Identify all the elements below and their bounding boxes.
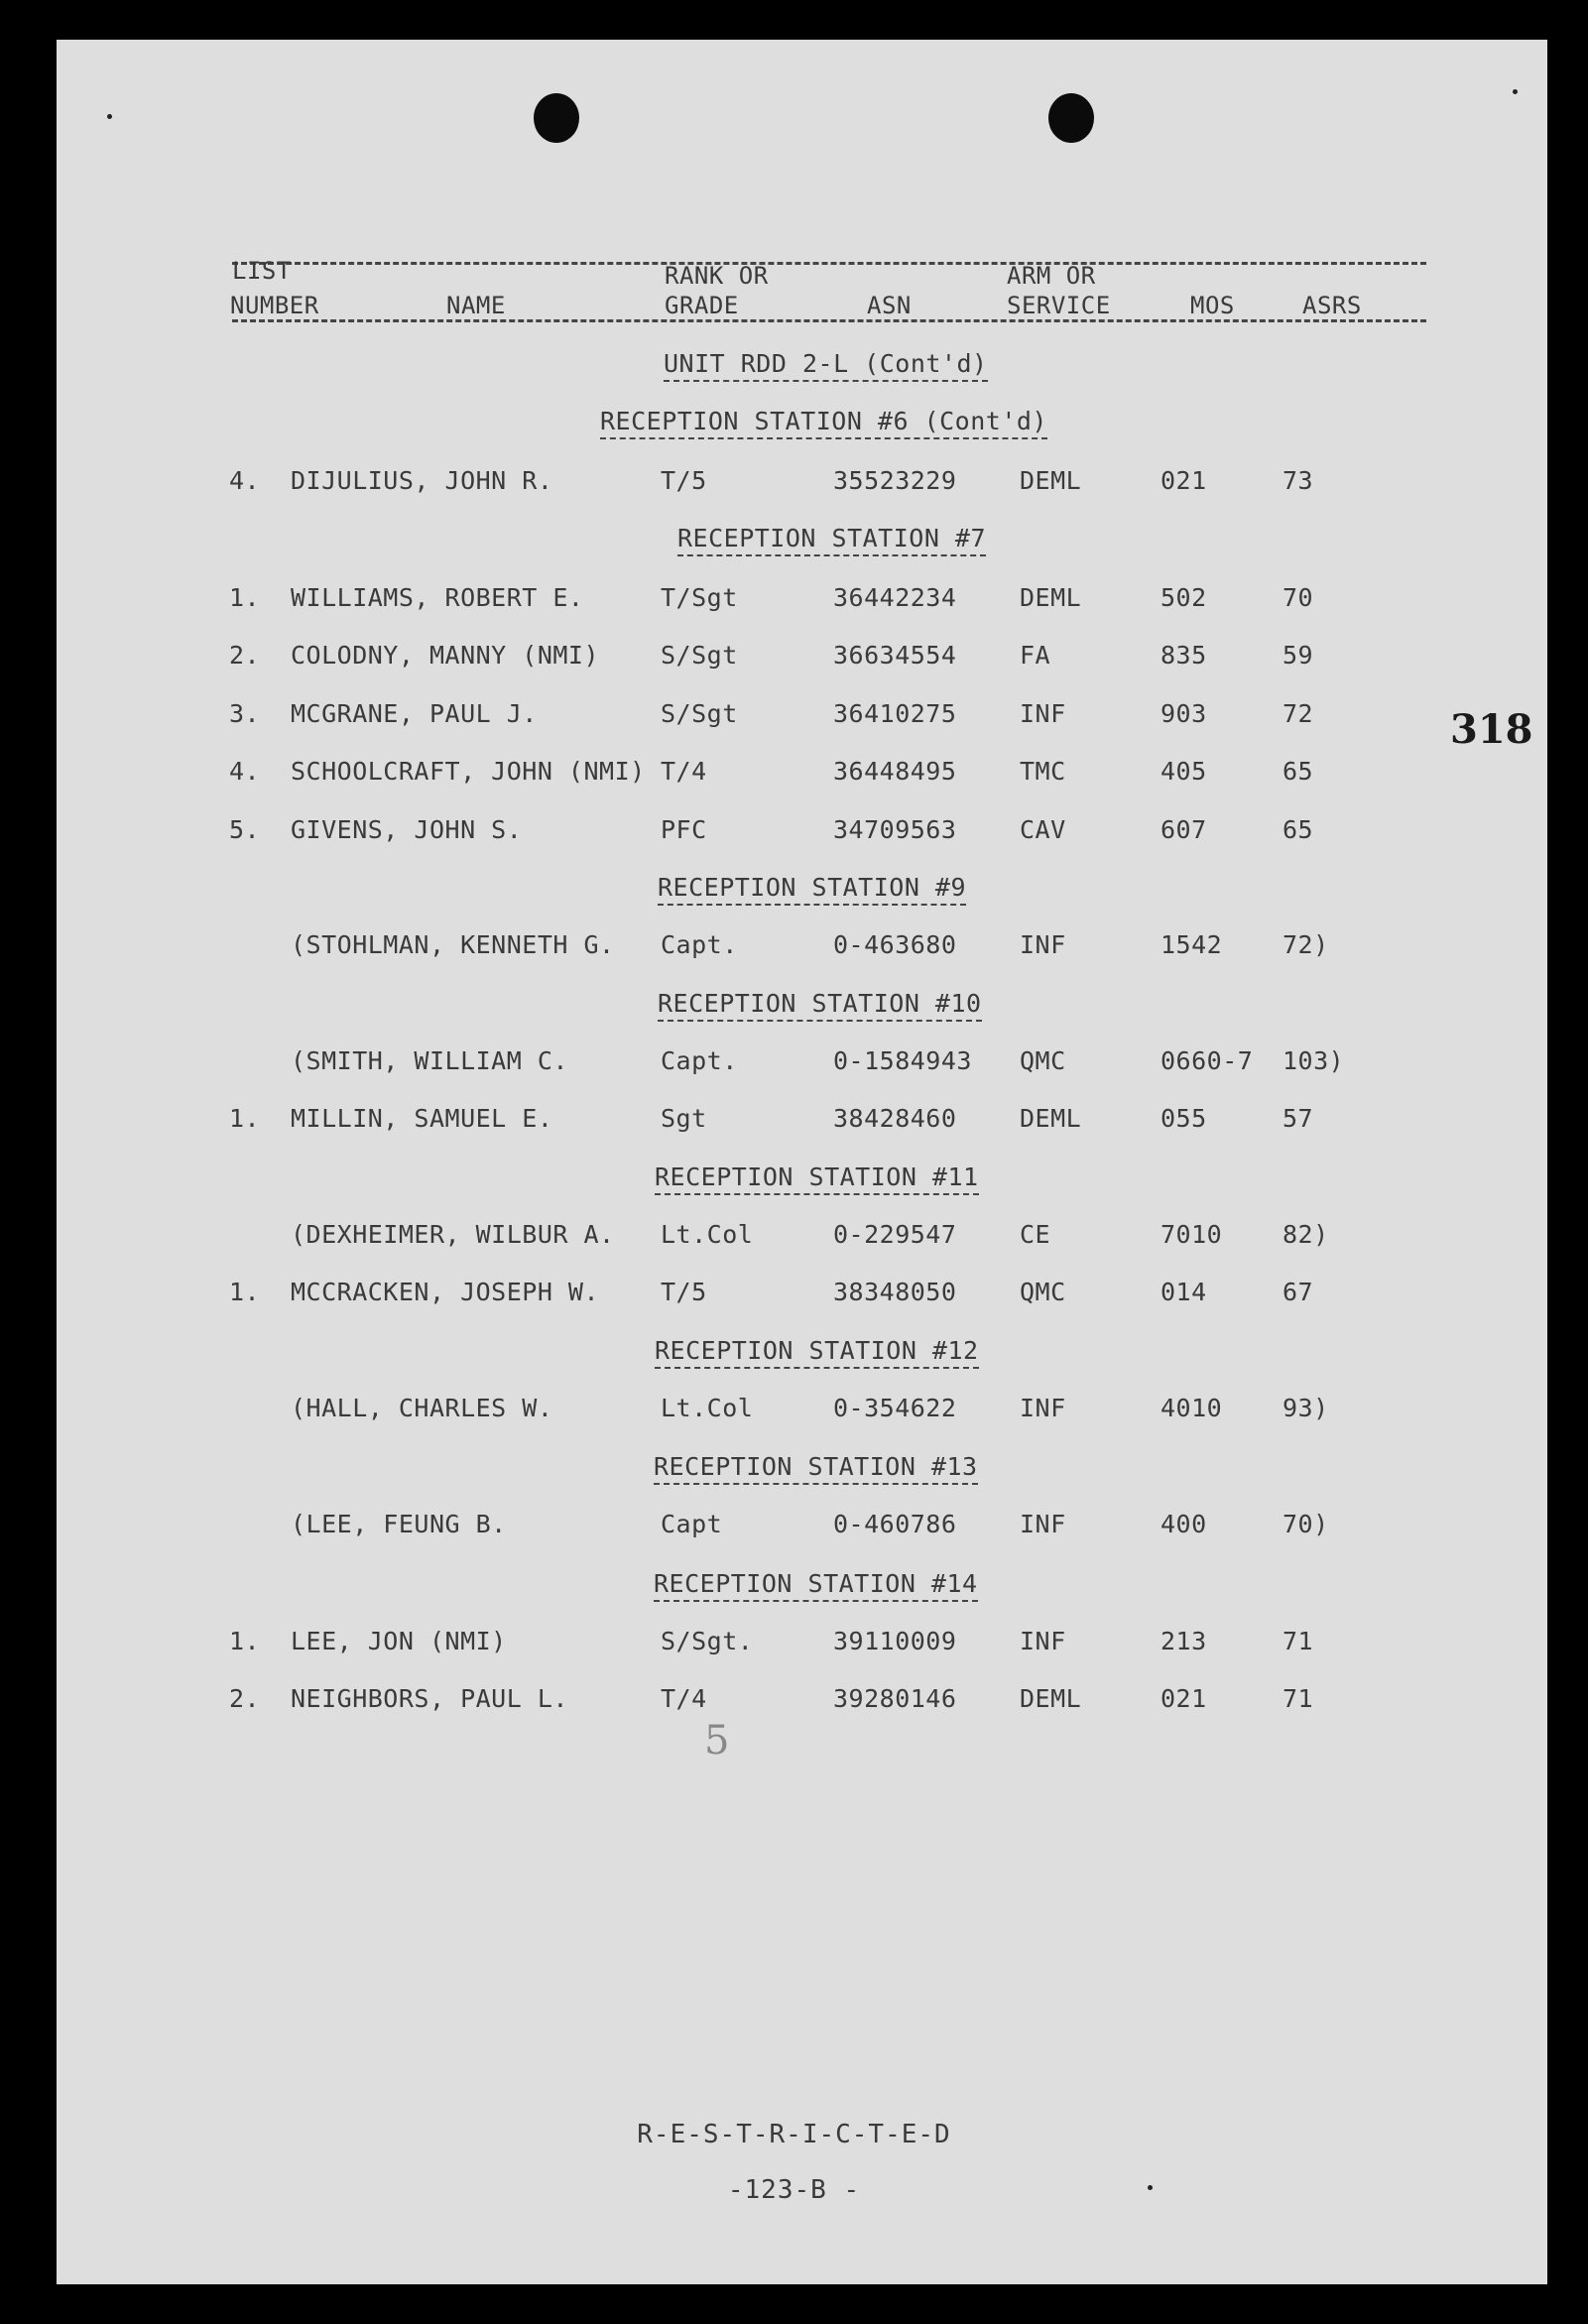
- asrs: 72): [1283, 930, 1329, 959]
- asrs: 70): [1283, 1510, 1329, 1538]
- list-number: 5.: [229, 815, 261, 844]
- person-name: GIVENS, JOHN S.: [291, 815, 523, 844]
- list-number: 1.: [229, 1278, 261, 1306]
- person-name: MILLIN, SAMUEL E.: [291, 1104, 553, 1133]
- rank-grade: T/5: [661, 466, 707, 495]
- table-row: [0, 1278, 1588, 1311]
- handwritten-mark: 5: [704, 1718, 730, 1764]
- table-row: [0, 930, 1588, 964]
- page-number-footer: -123-B -: [727, 2175, 861, 2205]
- arm-service: DEML: [1020, 583, 1082, 612]
- asrs: 72: [1283, 699, 1314, 728]
- table-row: [0, 1394, 1588, 1427]
- person-name: (LEE, FEUNG B.: [291, 1510, 507, 1538]
- asn: 35523229: [833, 466, 957, 495]
- mos: 213: [1160, 1627, 1207, 1655]
- asn: 0-460786: [833, 1510, 957, 1538]
- rank-grade: Capt.: [661, 1046, 738, 1075]
- asn: 39110009: [833, 1627, 957, 1655]
- person-name: SCHOOLCRAFT, JOHN (NMI): [291, 757, 646, 786]
- table-row: [0, 1220, 1588, 1254]
- list-number: 4.: [229, 466, 261, 495]
- section-heading: RECEPTION STATION #6 (Cont'd): [600, 407, 1047, 439]
- mos: 021: [1160, 466, 1207, 495]
- mos: 4010: [1160, 1394, 1223, 1422]
- section-heading: RECEPTION STATION #10: [658, 989, 982, 1022]
- rank-grade: S/Sgt: [661, 641, 738, 670]
- arm-service: INF: [1020, 1510, 1066, 1538]
- header-arm-line2: SERVICE: [1007, 292, 1111, 319]
- asn: 36634554: [833, 641, 957, 670]
- section-heading: RECEPTION STATION #9: [658, 873, 966, 906]
- section-heading: RECEPTION STATION #13: [654, 1452, 978, 1485]
- section-heading: RECEPTION STATION #12: [655, 1336, 979, 1369]
- arm-service: FA: [1020, 641, 1051, 670]
- rank-grade: T/Sgt: [661, 583, 738, 612]
- asn: 38348050: [833, 1278, 957, 1306]
- header-asrs: ASRS: [1302, 292, 1362, 319]
- table-row: [0, 757, 1588, 791]
- arm-service: TMC: [1020, 757, 1066, 786]
- arm-service: INF: [1020, 1627, 1066, 1655]
- header-number: NUMBER: [230, 292, 319, 319]
- header-arm-line1: ARM OR: [1007, 262, 1096, 290]
- person-name: (DEXHEIMER, WILBUR A.: [291, 1220, 615, 1249]
- rank-grade: T/4: [661, 757, 707, 786]
- mos: 0660-7: [1160, 1046, 1254, 1075]
- header-name: NAME: [446, 292, 506, 319]
- header-top-rule: [232, 262, 1426, 265]
- punch-hole-left: [534, 93, 579, 143]
- mos: 607: [1160, 815, 1207, 844]
- rank-grade: Lt.Col: [661, 1394, 754, 1422]
- rank-grade: Capt: [661, 1510, 723, 1538]
- table-row: [0, 466, 1588, 500]
- rank-grade: PFC: [661, 815, 707, 844]
- asn: 34709563: [833, 815, 957, 844]
- section-heading: RECEPTION STATION #7: [677, 524, 986, 556]
- mos: 7010: [1160, 1220, 1223, 1249]
- asn: 36410275: [833, 699, 957, 728]
- table-row: [0, 699, 1588, 733]
- person-name: (HALL, CHARLES W.: [291, 1394, 553, 1422]
- rank-grade: S/Sgt.: [661, 1627, 754, 1655]
- asn: 36448495: [833, 757, 957, 786]
- speck: [107, 114, 112, 119]
- person-name: MCGRANE, PAUL J.: [291, 699, 538, 728]
- asn: 0-1584943: [833, 1046, 972, 1075]
- section-heading: RECEPTION STATION #14: [654, 1569, 978, 1602]
- arm-service: CAV: [1020, 815, 1066, 844]
- section-heading: RECEPTION STATION #11: [655, 1162, 979, 1195]
- person-name: (STOHLMAN, KENNETH G.: [291, 930, 615, 959]
- person-name: COLODNY, MANNY (NMI): [291, 641, 600, 670]
- person-name: DIJULIUS, JOHN R.: [291, 466, 553, 495]
- mos: 835: [1160, 641, 1207, 670]
- arm-service: INF: [1020, 699, 1066, 728]
- person-name: MCCRACKEN, JOSEPH W.: [291, 1278, 600, 1306]
- rank-grade: S/Sgt: [661, 699, 738, 728]
- asn: 0-463680: [833, 930, 957, 959]
- header-rank-line2: GRADE: [665, 292, 739, 319]
- asrs: 71: [1283, 1684, 1314, 1713]
- list-number: 1.: [229, 583, 261, 612]
- rank-grade: T/5: [661, 1278, 707, 1306]
- asn: 38428460: [833, 1104, 957, 1133]
- arm-service: QMC: [1020, 1278, 1066, 1306]
- asrs: 57: [1283, 1104, 1314, 1133]
- arm-service: QMC: [1020, 1046, 1066, 1075]
- asn: 39280146: [833, 1684, 957, 1713]
- table-row: [0, 1046, 1588, 1080]
- asn: 36442234: [833, 583, 957, 612]
- table-row: [0, 1684, 1588, 1718]
- list-number: 3.: [229, 699, 261, 728]
- table-row: [0, 1510, 1588, 1543]
- list-number: 1.: [229, 1627, 261, 1655]
- classification-footer: R-E-S-T-R-I-C-T-E-D: [637, 2120, 951, 2149]
- list-number: 2.: [229, 1684, 261, 1713]
- mos: 903: [1160, 699, 1207, 728]
- asrs: 93): [1283, 1394, 1329, 1422]
- mos: 1542: [1160, 930, 1223, 959]
- person-name: NEIGHBORS, PAUL L.: [291, 1684, 568, 1713]
- person-name: (SMITH, WILLIAM C.: [291, 1046, 568, 1075]
- unit-title: UNIT RDD 2-L (Cont'd): [664, 349, 988, 382]
- person-name: WILLIAMS, ROBERT E.: [291, 583, 584, 612]
- side-page-number: 318: [1450, 706, 1533, 753]
- mos: 405: [1160, 757, 1207, 786]
- arm-service: INF: [1020, 930, 1066, 959]
- asrs: 67: [1283, 1278, 1314, 1306]
- rank-grade: Capt.: [661, 930, 738, 959]
- asrs: 65: [1283, 815, 1314, 844]
- mos: 055: [1160, 1104, 1207, 1133]
- header-list: LIST: [232, 257, 292, 285]
- arm-service: CE: [1020, 1220, 1051, 1249]
- asrs: 82): [1283, 1220, 1329, 1249]
- arm-service: DEML: [1020, 1104, 1082, 1133]
- asrs: 71: [1283, 1627, 1314, 1655]
- table-row: [0, 1627, 1588, 1660]
- asn: 0-229547: [833, 1220, 957, 1249]
- header-mos: MOS: [1190, 292, 1235, 319]
- asrs: 73: [1283, 466, 1314, 495]
- arm-service: DEML: [1020, 466, 1082, 495]
- arm-service: INF: [1020, 1394, 1066, 1422]
- mos: 400: [1160, 1510, 1207, 1538]
- rank-grade: Sgt: [661, 1104, 707, 1133]
- person-name: LEE, JON (NMI): [291, 1627, 507, 1655]
- header-rank-line1: RANK OR: [665, 262, 769, 290]
- table-row: [0, 583, 1588, 617]
- asrs: 65: [1283, 757, 1314, 786]
- mos: 021: [1160, 1684, 1207, 1713]
- list-number: 2.: [229, 641, 261, 670]
- rank-grade: T/4: [661, 1684, 707, 1713]
- speck: [1513, 89, 1518, 94]
- rank-grade: Lt.Col: [661, 1220, 754, 1249]
- header-bottom-rule: [232, 319, 1426, 322]
- asn: 0-354622: [833, 1394, 957, 1422]
- table-row: [0, 1104, 1588, 1138]
- punch-hole-right: [1048, 93, 1094, 143]
- asrs: 103): [1283, 1046, 1345, 1075]
- asrs: 70: [1283, 583, 1314, 612]
- header-asn: ASN: [867, 292, 912, 319]
- list-number: 1.: [229, 1104, 261, 1133]
- mos: 502: [1160, 583, 1207, 612]
- arm-service: DEML: [1020, 1684, 1082, 1713]
- mos: 014: [1160, 1278, 1207, 1306]
- asrs: 59: [1283, 641, 1314, 670]
- table-row: [0, 815, 1588, 849]
- list-number: 4.: [229, 757, 261, 786]
- table-row: [0, 641, 1588, 674]
